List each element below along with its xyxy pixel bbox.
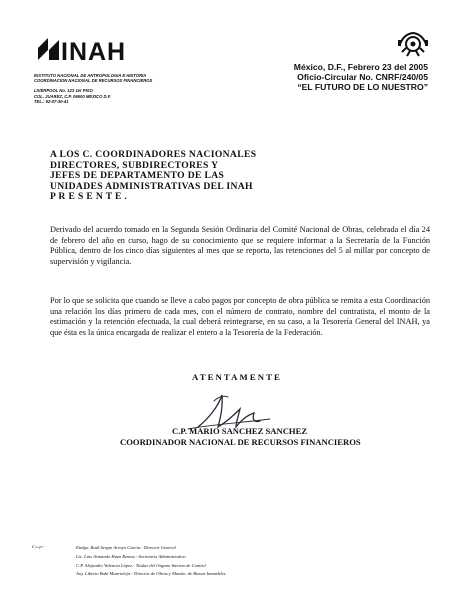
addressee-line: UNIDADES ADMINISTRATIVAS DEL INAH [50, 180, 253, 192]
seal-icon [396, 30, 430, 60]
inah-logo [34, 30, 144, 72]
logo-text: INAH [61, 38, 127, 66]
institute-name [34, 73, 224, 83]
institute-address [34, 88, 184, 105]
ccp-recipient: Lic. Luis Armando Haza Remus.- Secretario Administrativo [76, 553, 186, 559]
reference-number: Oficio-Circular No. CNRF/240/05 [297, 72, 428, 83]
addressee-line: P R E S E N T E . [50, 191, 128, 203]
addressee-block [50, 150, 390, 203]
address-line: LIVERPOOL No. 123 1er PISO [34, 88, 93, 93]
addressee-line: JEFES DE DEPARTAMENTO DE LAS [50, 170, 225, 182]
ccp-recipient: C.P. Alejandro Valencia López.- Titular del Organo Interno de Control [76, 562, 206, 568]
addressee-line: A LOS C. COORDINADORES NACIONALES [50, 149, 257, 160]
signer-title: COORDINADOR NACIONAL DE RECURSOS FINANCIEROS [120, 437, 361, 447]
institute-line: COORDINACION NACIONAL DE RECURSOS FINANCIEROS [34, 78, 153, 84]
address-line: COL. JUAREZ, C.P. 06600 MEXICO D.F. [34, 93, 111, 99]
place-date: México, D.F., Febrero 23 del 2005 [293, 62, 428, 72]
closing-salutation: ATENTAMENTE [192, 372, 282, 382]
ccp-recipient: Etnlgo. Raúl Sergio Arroyo García.- Director General [76, 545, 176, 550]
body-paragraph: Derivado del acuerdo tomado en la Segunda Sesión Ordinaria del Comité Nacional de Obras, celebrada el día 24 de febrero del año en curso, hago de su conocimiento que se requiere informar a la Secretaría de la Función Pública, dentro de los cinco días siguientes al mes que se reporta, las retenciones del 5 al millar por concepto de supervisión y vigilancia. [50, 225, 430, 266]
signer-name: C.P. MARIO SANCHEZ SANCHEZ [172, 426, 308, 436]
ccp-label: C.c.p.- [32, 544, 45, 549]
ccp-recipient: Arq. Liberto Bahí Manriolejo.- Director de Obras y Mantto. de Bienes Inmuebles. [76, 571, 227, 577]
document-header [208, 62, 428, 93]
addressee-line: DIRECTORES, SUBDIRECTORES Y [50, 159, 219, 171]
address-line: TEL.: 52-07-30-41 [34, 99, 69, 105]
institute-line: INSTITUTO NACIONAL DE ANTROPOLOGIA E HISTORIA [34, 73, 147, 78]
body-paragraph: Por lo que se solicita que cuando se lleve a cabo pagos por concepto de obra pública se remita a esta Coordinación una relación los días primero de cada mes, con el número de contrato, nombre del contratista, el monto de la estimación y la retención efectuada, la cual deberá reintegrarse, en su caso, a la Tesorería General del INAH, ya que ésta es la única encargada de realizar el entero a la Tesorería de la Federación. [50, 296, 430, 337]
motto: “EL FUTURO DE LO NUESTRO” [297, 82, 428, 93]
ccp-recipients [76, 544, 366, 579]
